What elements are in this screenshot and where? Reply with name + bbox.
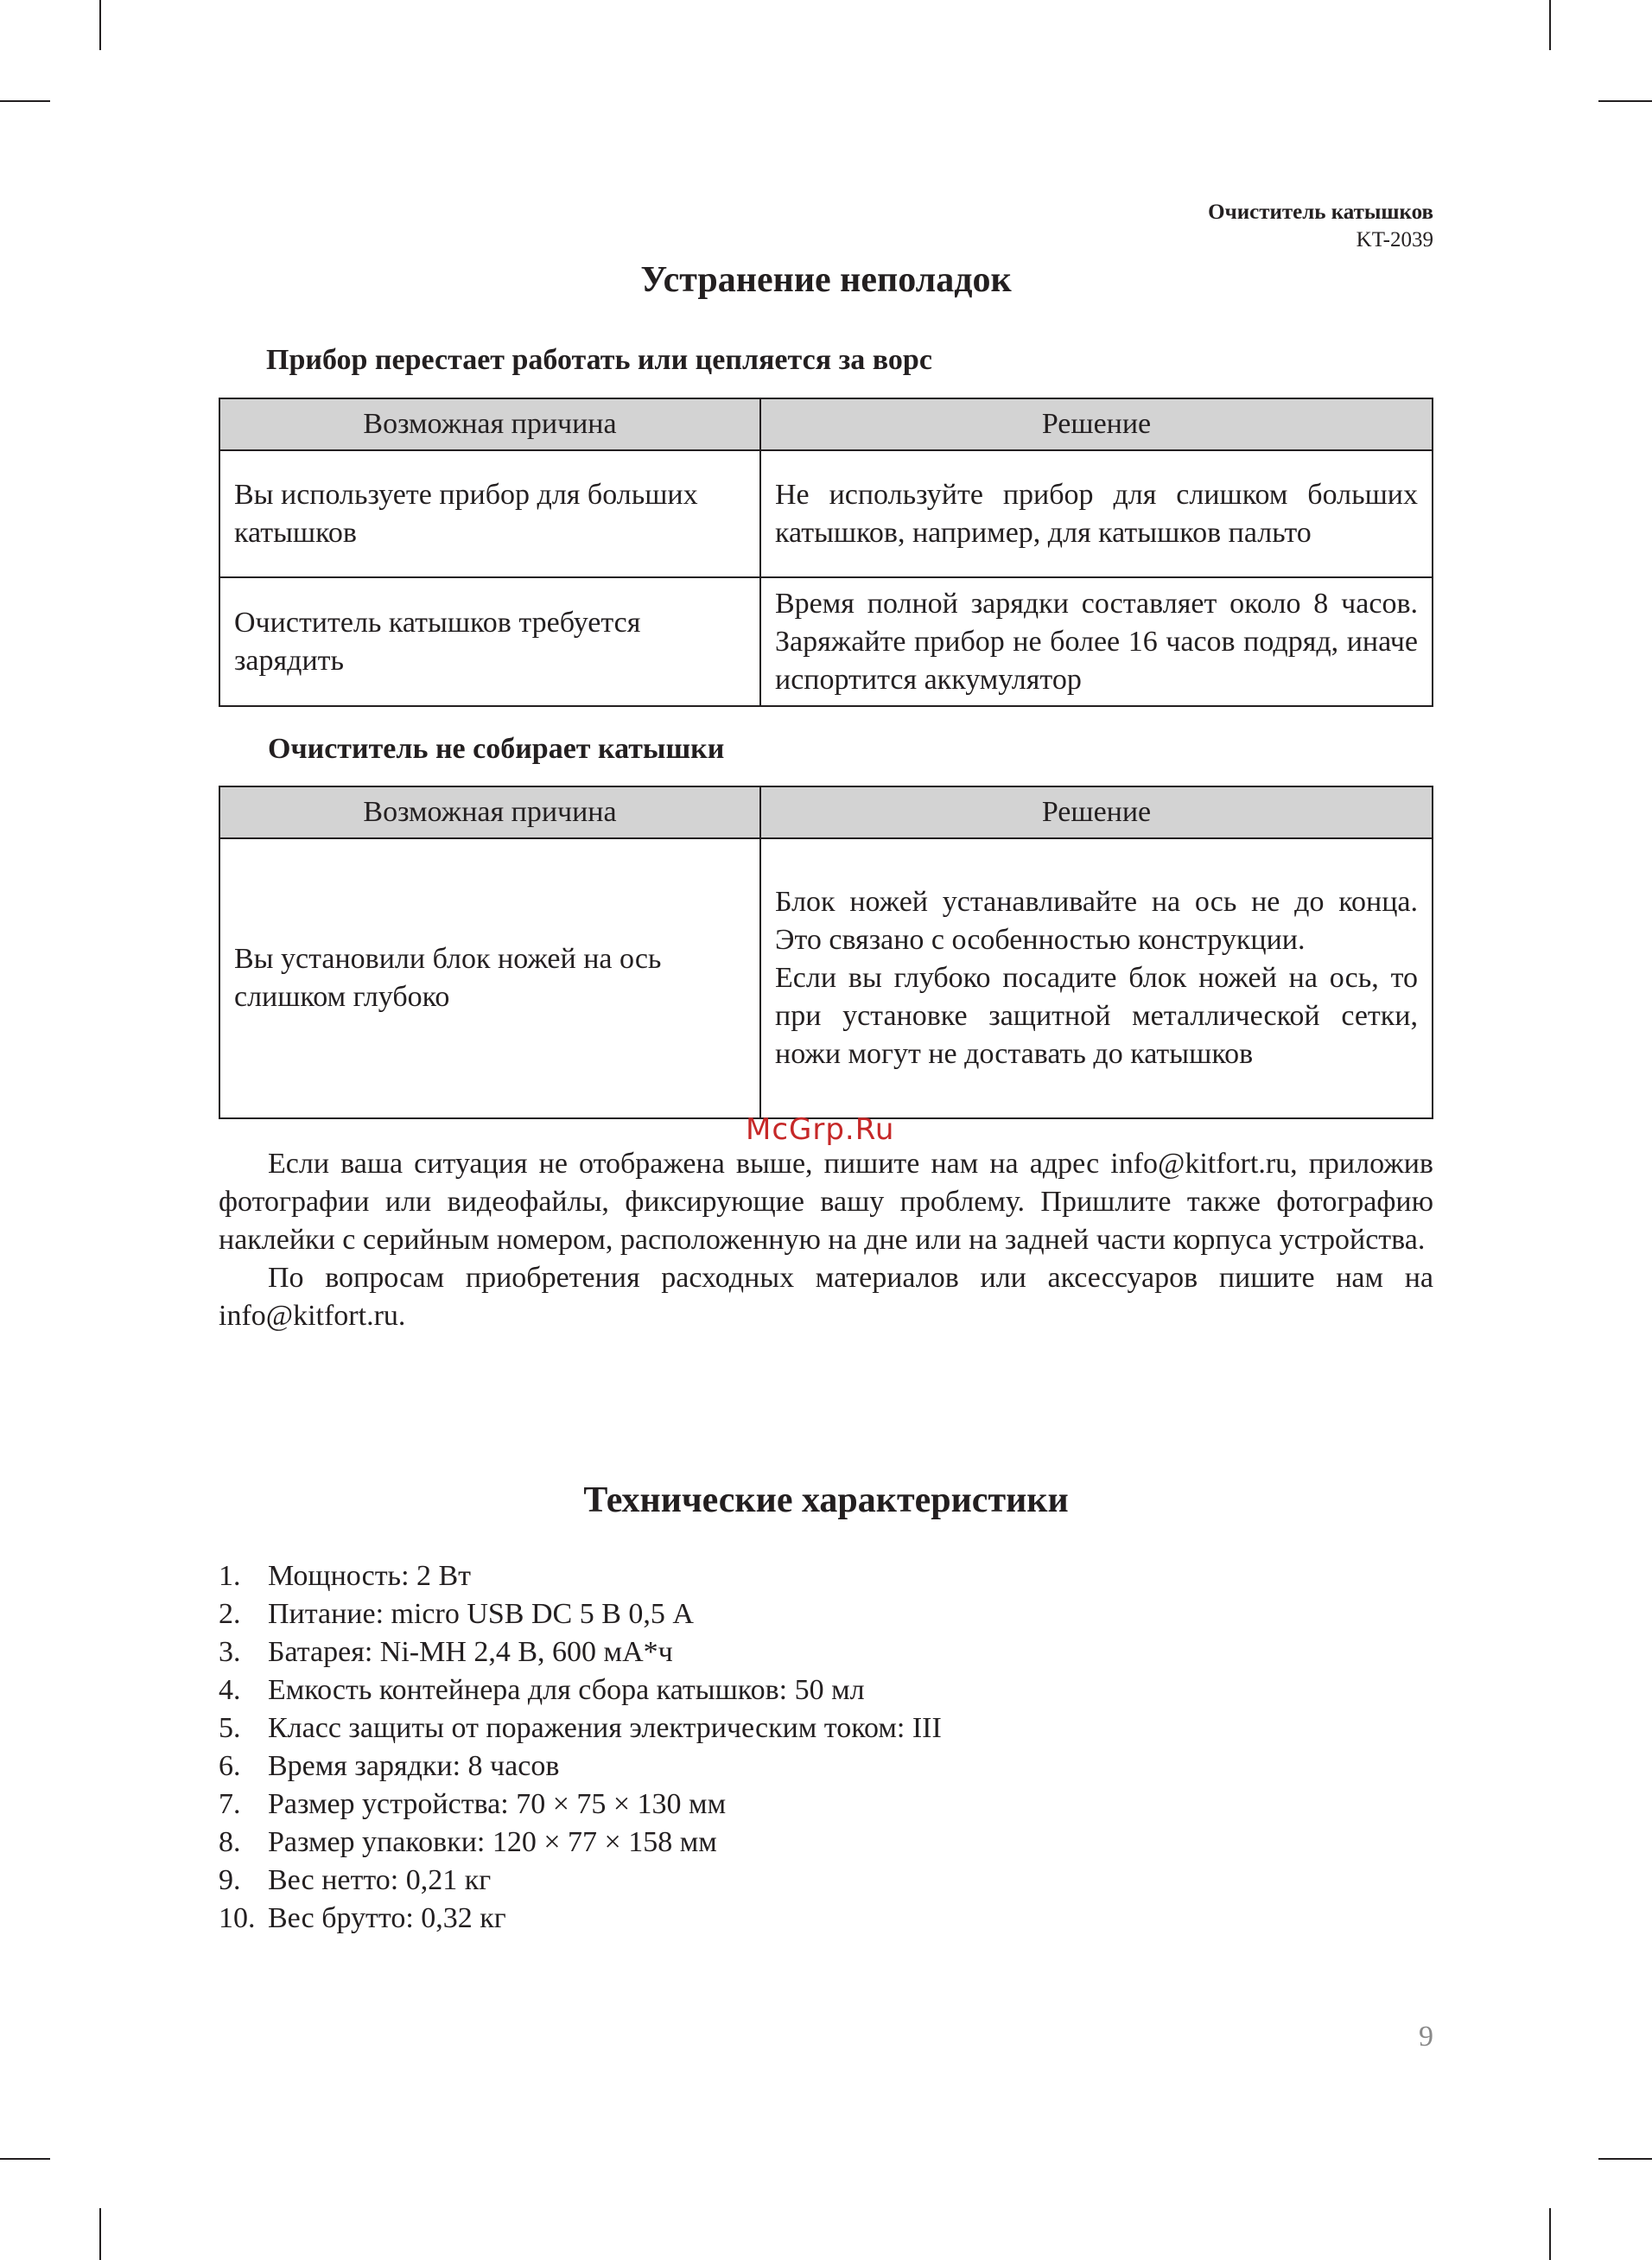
list-item: 3. Батарея: Ni-MH 2,4 В, 600 мА*ч	[219, 1636, 673, 1668]
column-header-solution: Решение	[760, 398, 1433, 450]
troubleshooting-table-2	[219, 786, 1433, 1119]
crop-mark	[1549, 2208, 1551, 2260]
crop-mark	[99, 2208, 101, 2260]
crop-mark	[0, 2158, 50, 2160]
page-number: 9	[1419, 2021, 1433, 2053]
table-header-row	[219, 786, 1433, 838]
list-item: 2. Питание: micro USB DC 5 В 0,5 А	[219, 1598, 694, 1630]
table-row	[219, 577, 1433, 706]
list-item: 10. Вес брутто: 0,32 кг	[219, 1902, 506, 1934]
specifications-list	[219, 1557, 942, 1938]
section-heading-2: Очиститель не собирает катышки	[268, 733, 725, 765]
cause-cell: Очиститель катышков требуется зарядить	[219, 577, 760, 706]
list-item: 4. Емкость контейнера для сбора катышков: 50 мл	[219, 1674, 865, 1706]
solution-cell: Время полной зарядки составляет около 8 часов. Заряжайте прибор не более 16 часов подряд, иначе испортится аккумулятор	[760, 577, 1433, 706]
solution-cell	[760, 838, 1433, 1118]
list-item: 6. Время зарядки: 8 часов	[219, 1750, 560, 1782]
troubleshooting-title: Устранение неполадок	[640, 260, 1012, 300]
column-header-cause: Возможная причина	[219, 786, 760, 838]
crop-mark	[0, 100, 50, 102]
solution-text: Блок ножей устанавливайте на ось не до конца. Это связано с особенностью конструкции.	[775, 886, 1418, 956]
specifications-title: Технические характеристики	[583, 1480, 1069, 1520]
contact-paragraphs	[219, 1145, 1433, 1335]
watermark: McGrp.Ru	[746, 1112, 895, 1147]
list-item: 9. Вес нетто: 0,21 кг	[219, 1864, 492, 1896]
paragraph: По вопросам приобретения расходных материалов или аксессуаров пишите нам на info@kitfort.ru.	[219, 1262, 1433, 1332]
crop-mark	[1598, 2158, 1652, 2160]
list-item: 5. Класс защиты от поражения электрическим током: III	[219, 1712, 942, 1744]
troubleshooting-table-1	[219, 398, 1433, 707]
crop-mark	[99, 0, 101, 50]
crop-mark	[1549, 0, 1551, 50]
crop-mark	[1598, 100, 1652, 102]
table-row	[219, 450, 1433, 577]
table-row	[219, 838, 1433, 1118]
cause-cell: Вы используете прибор для больших катышков	[219, 450, 760, 577]
section-heading-1: Прибор перестает работать или цепляется за ворс	[266, 344, 932, 376]
table-header-row	[219, 398, 1433, 450]
column-header-solution: Решение	[760, 786, 1433, 838]
list-item: 1. Мощность: 2 Вт	[219, 1560, 472, 1592]
column-header-cause: Возможная причина	[219, 398, 760, 450]
cause-cell: Вы установили блок ножей на ось слишком глубоко	[219, 838, 760, 1118]
list-item: 8. Размер упаковки: 120 × 77 × 158 мм	[219, 1826, 717, 1858]
solution-cell: Не используйте прибор для слишком больших катышков, например, для катышков пальто	[760, 450, 1433, 577]
paragraph: Если ваша ситуация не отображена выше, пишите нам на адрес info@kitfort.ru, приложив фотографии или видеофайлы, фиксирующие вашу проблему. Пришлите также фотографию наклейки с серийным номером, расположенную на дне или на задней части корпуса устройства.	[219, 1148, 1433, 1256]
header-product: Очиститель катышков	[1208, 201, 1433, 224]
solution-text: Если вы глубоко посадите блок ножей на ось, то при установке защитной металлической сетки, ножи могут не доставать до катышков	[775, 962, 1418, 1070]
header-model: KT-2039	[1356, 228, 1433, 251]
list-item: 7. Размер устройства: 70 × 75 × 130 мм	[219, 1788, 727, 1820]
running-header	[1208, 199, 1433, 254]
